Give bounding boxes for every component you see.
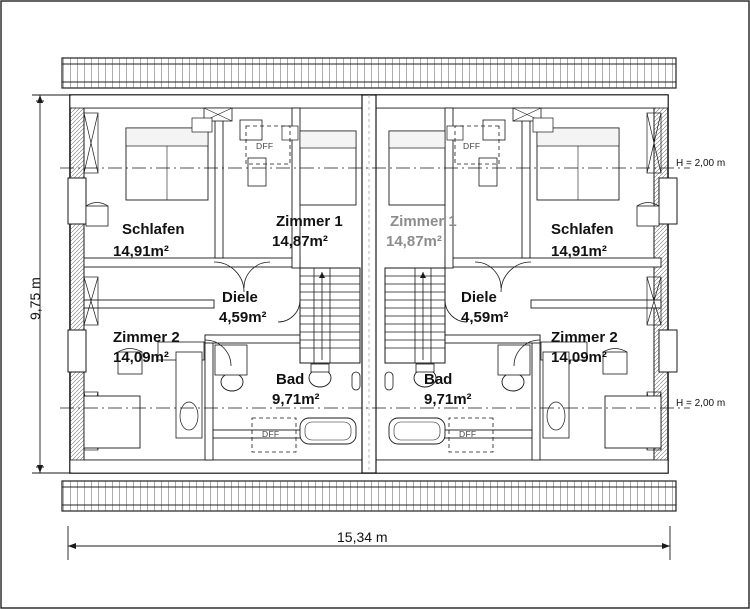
overall-height-dimension: 9,75 m xyxy=(27,277,43,320)
dff-label-right-bottom: DFF xyxy=(459,429,477,439)
furniture-chair-schlafen-left xyxy=(86,203,108,227)
dff-label-left-bottom: DFF xyxy=(262,429,280,439)
dff-label-right-top: DFF xyxy=(463,141,481,151)
room-label-zimmer2-left: Zimmer 2 xyxy=(113,329,180,346)
roof-band-bottom xyxy=(62,481,676,511)
room-area-schlafen-right: 14,91m² xyxy=(551,243,607,260)
room-label-zimmer2-right: Zimmer 2 xyxy=(551,329,618,346)
room-label-zimmer1-left: Zimmer 1 xyxy=(276,213,343,230)
party-wall xyxy=(362,95,376,473)
room-label-diele-right: Diele xyxy=(461,289,497,306)
room-area-bad-right: 9,71m² xyxy=(424,391,472,408)
room-label-bad-left: Bad xyxy=(276,371,305,388)
height-marker-lower: H = 2,00 m xyxy=(676,398,726,409)
roof-band-top xyxy=(62,58,676,88)
room-area-diele-left: 4,59m² xyxy=(219,309,267,326)
room-label-schlafen-right: Schlafen xyxy=(551,221,614,238)
room-area-diele-right: 4,59m² xyxy=(461,309,509,326)
room-area-zimmer2-right: 14,09m² xyxy=(551,349,607,366)
room-label-bad-right: Bad xyxy=(424,371,453,388)
room-label-schlafen-left: Schlafen xyxy=(122,221,185,238)
room-area-zimmer1-left: 14,87m² xyxy=(272,233,328,250)
room-area-zimmer2-left: 14,09m² xyxy=(113,349,169,366)
dff-label-left-top: DFF xyxy=(256,141,274,151)
room-area-schlafen-left: 14,91m² xyxy=(113,243,169,260)
room-label-diele-left: Diele xyxy=(222,289,258,306)
room-area-zimmer1-right: 14,87m² xyxy=(386,233,442,250)
overall-width-dimension: 15,34 m xyxy=(337,529,388,545)
height-marker-upper: H = 2,00 m xyxy=(676,158,726,169)
room-area-bad-left: 9,71m² xyxy=(272,391,320,408)
room-label-zimmer1-right: Zimmer 1 xyxy=(390,213,457,230)
furniture-bed-schlafen-left xyxy=(126,118,212,200)
